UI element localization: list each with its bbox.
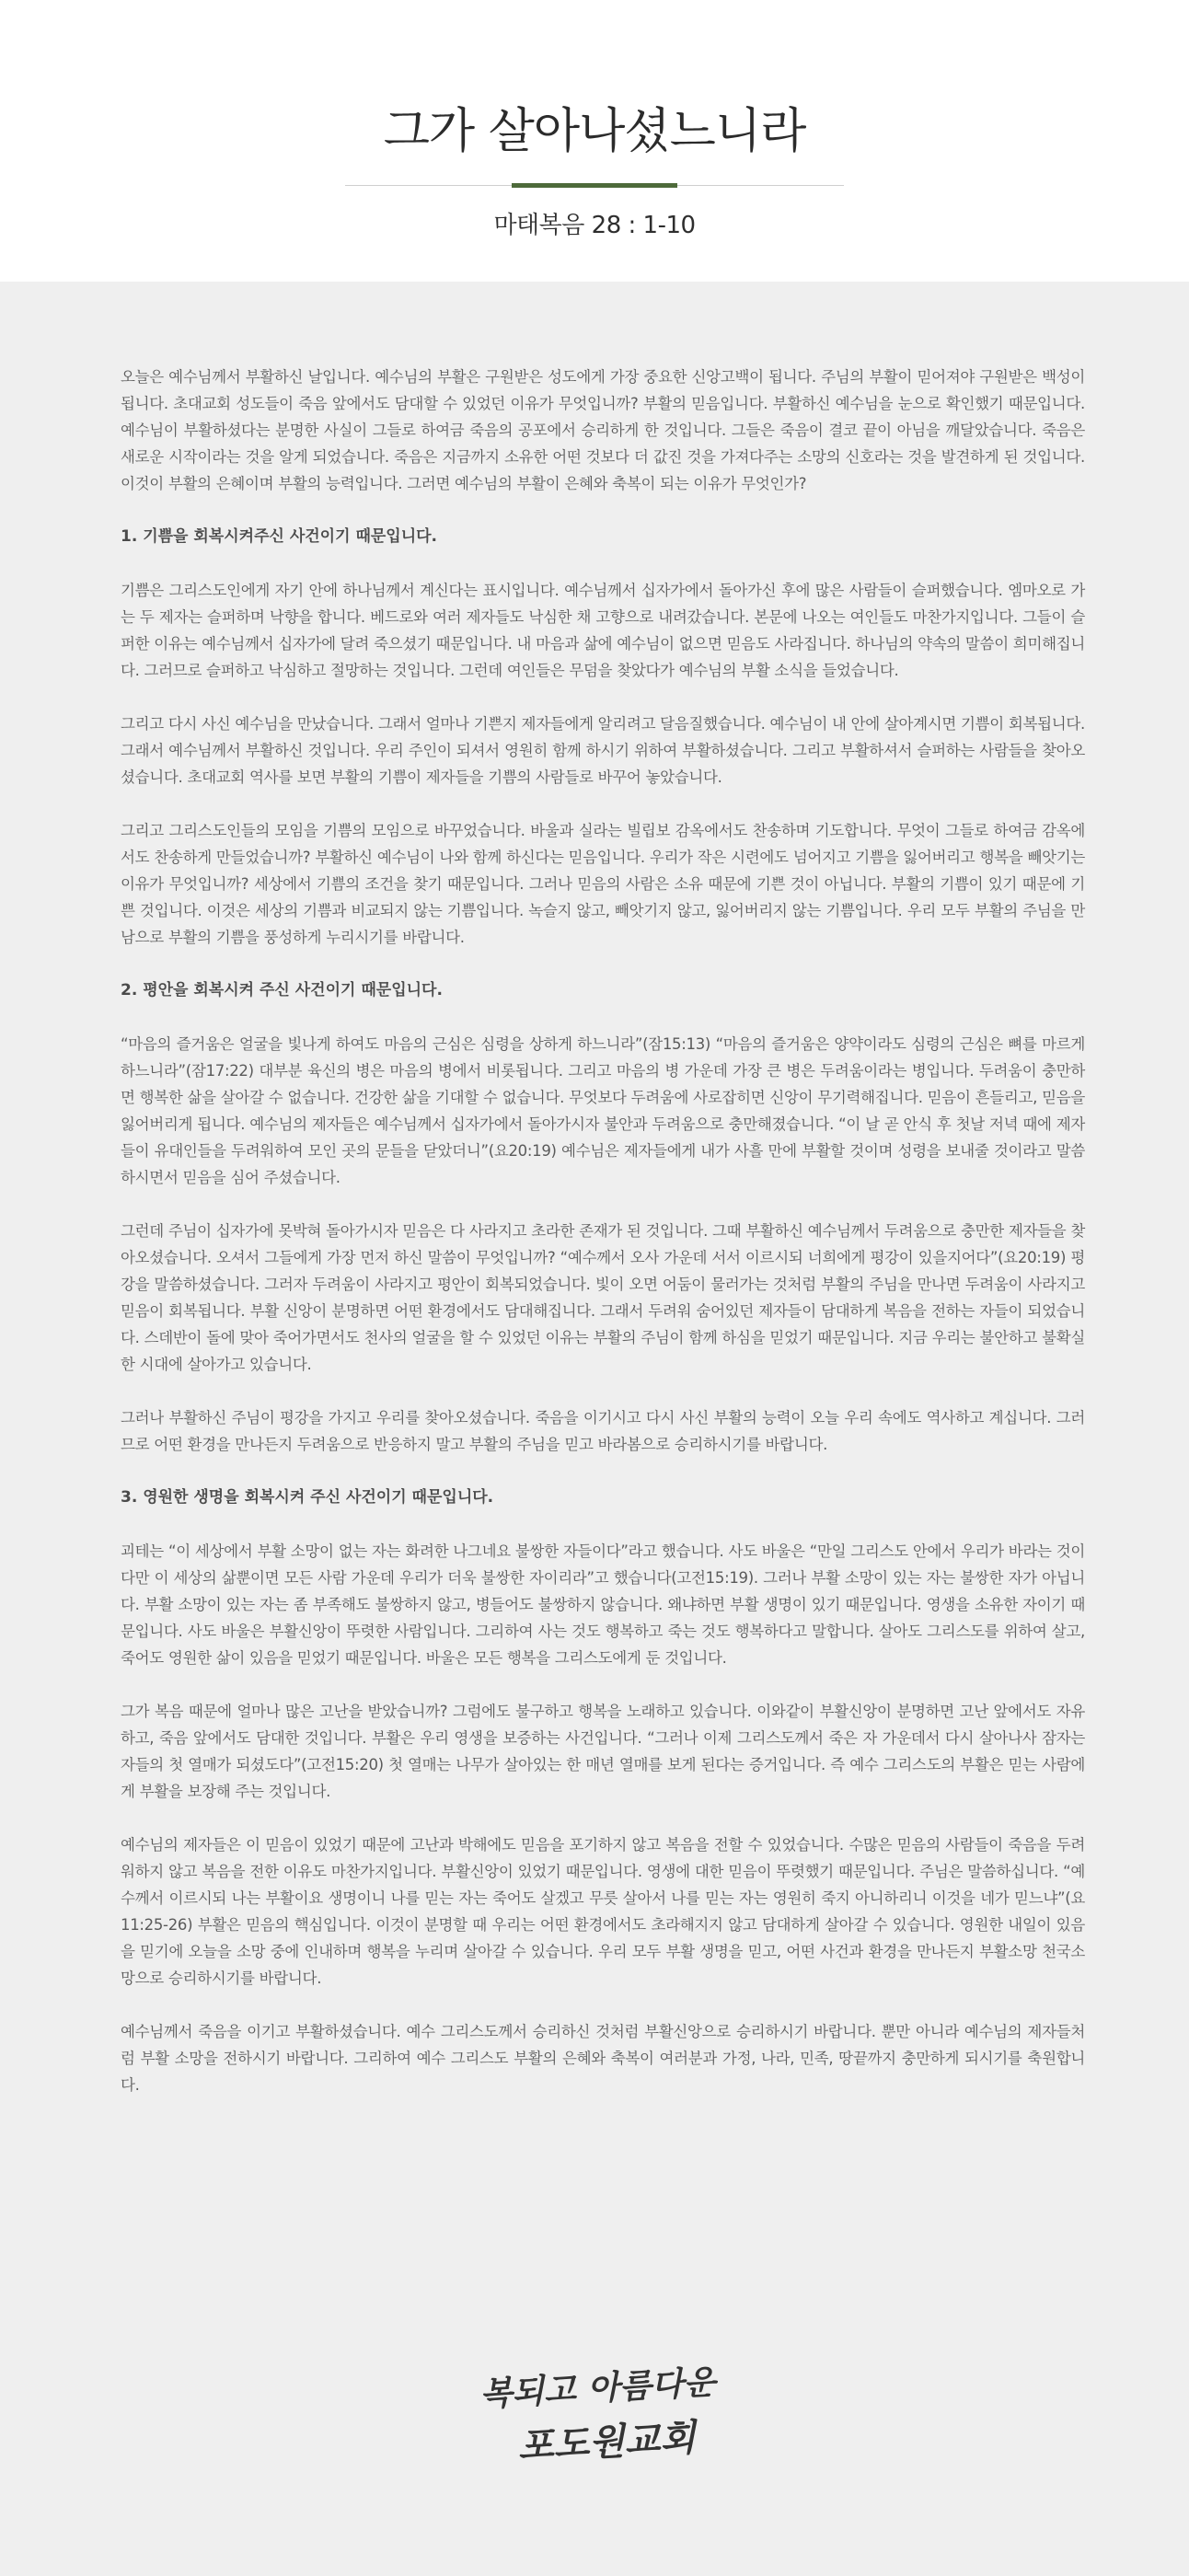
section-3-paragraph-3: 예수님의 제자들은 이 믿음이 있었기 때문에 고난과 박해에도 믿음을 포기하지 않고 복음을 전할 수 있었습니다. 수많은 믿음의 사람들이 죽음을 두려워하지 않고 복음을 전한 이유도 마찬가지입니다. 부활신앙이 있었기 때문입니다. 영생에 대한 믿음이 뚜렷했기 때문입니다. 주님은 말씀하십니다. “예수께서 이르시되 나는 부활이요 생명이니 나를 믿는 자는 죽어도 살겠고 무릇 살아서 나를 믿는 자는 영원히 죽지 아니하리니 이것을 네가 믿느냐”(요11:25-26) 부활은 믿음의 핵심입니다. 이것이 분명할 때 우리는 어떤 환경에서도 초라해지지 않고 담대하게 살아갈 수 있습니다. 영원한 내일이 있음을 믿기에 오늘을 소망 중에 인내하며 행복을 누리며 살아갈 수 있습니다. 우리 모두 부활 생명을 믿고, 어떤 사건과 환경을 만나든지 부활소망 천국소망으로 승리하시기를 바랍니다. <box>121 1836 1085 1987</box>
scripture-reference: 마태복음 28 : 1-10 <box>493 212 696 239</box>
section-3-paragraph-1: 괴테는 “이 세상에서 부활 소망이 없는 자는 화려한 나그네요 불쌍한 자들이다”라고 했습니다. 사도 바울은 “만일 그리스도 안에서 우리가 바라는 것이 다만 이 세상의 삶뿐이면 모든 사람 가운데 우리가 더욱 불쌍한 자이리라”고 했습니다(고전15:19). 그러나 부활 소망이 있는 자는 불쌍한 자가 아닙니다. 부활 소망이 있는 자는 좀 부족해도 불쌍하지 않고, 병들어도 불쌍하지 않습니다. 왜냐하면 부활 생명이 있기 때문입니다. 영생을 소유한 자이기 때문입니다. 사도 바울은 부활신앙이 뚜렷한 사람입니다. 그리하여 사는 것도 행복하고 죽는 것도 행복하다고 말합니다. 살아도 그리스도를 위하여 살고, 죽어도 영원한 삶이 있음을 믿었기 때문입니다. 바울은 모든 행복을 그리스도에게 둔 것입니다. <box>121 1542 1085 1667</box>
section-1-paragraph-1: 기쁨은 그리스도인에게 자기 안에 하나님께서 계신다는 표시입니다. 예수님께서 십자가에서 돌아가신 후에 많은 사람들이 슬퍼했습니다. 엠마오로 가는 두 제자는 슬퍼하며 낙향을 합니다. 베드로와 여러 제자들도 낙심한 채 고향으로 내려갔습니다. 본문에 나오는 여인들도 마찬가지입니다. 그들이 슬퍼한 이유는 예수님께서 십자가에 달려 죽으셨기 때문입니다. 내 마음과 삶에 예수님이 없으면 믿음도 사라집니다. 하나님의 약속의 말씀이 희미해집니다. 그러므로 슬퍼하고 낙심하고 절망하는 것입니다. 그런데 여인들은 무덤을 찾았다가 예수님의 부활 소식을 들었습니다. <box>121 582 1085 679</box>
sermon-body <box>121 364 1085 2125</box>
section-2-heading: 2. 평안을 회복시켜 주신 사건이기 때문입니다. <box>121 981 443 999</box>
logo-line-2: 포도원교회 <box>516 2415 697 2469</box>
section-1-paragraph-3: 그리고 그리스도인들의 모임을 기쁨의 모임으로 바꾸었습니다. 바울과 실라는 빌립보 감옥에서도 찬송하며 기도합니다. 무엇이 그들로 하여금 감옥에서도 찬송하게 만들었습니까? 부활하신 예수님이 나와 함께 하신다는 믿음입니다. 우리가 작은 시련에도 넘어지고 기쁨을 잃어버리고 행복을 빼앗기는 이유가 무엇입니까? 세상에서 기쁨의 조건을 찾기 때문입니다. 그러나 믿음의 사람은 소유 때문에 기쁜 것이 아닙니다. 부활의 기쁨이 있기 때문에 기쁜 것입니다. 이것은 세상의 기쁨과 비교되지 않는 기쁨입니다. 녹슬지 않고, 빼앗기지 않고, 잃어버리지 않는 기쁨입니다. 우리 모두 부활의 주님을 만남으로 부활의 기쁨을 풍성하게 누리시기를 바랍니다. <box>121 822 1085 946</box>
header <box>0 0 1189 282</box>
section-3-paragraph-2: 그가 복음 때문에 얼마나 많은 고난을 받았습니까? 그럼에도 불구하고 행복을 노래하고 있습니다. 이와같이 부활신앙이 분명하면 고난 앞에서도 자유하고, 죽음 앞에서도 담대한 것입니다. 부활은 우리 영생을 보증하는 사건입니다. “그러나 이제 그리스도께서 죽은 자 가운데서 다시 살아나사 잠자는 자들의 첫 열매가 되셨도다”(고전15:20) 첫 열매는 나무가 살아있는 한 매년 열매를 보게 된다는 증거입니다. 즉 예수 그리스도의 부활은 믿는 사람에게 부활을 보장해 주는 것입니다. <box>121 1703 1085 1800</box>
section-1-heading: 1. 기쁨을 회복시켜주신 사건이기 때문입니다. <box>121 527 438 546</box>
section-2-paragraph-3: 그러나 부활하신 주님이 평강을 가지고 우리를 찾아오셨습니다. 죽음을 이기시고 다시 사신 부활의 능력이 오늘 우리 속에도 역사하고 계십니다. 그러므로 어떤 환경을 만나든지 두려움으로 반응하지 말고 부활의 주님을 믿고 바라봄으로 승리하시기를 바랍니다. <box>121 1409 1085 1453</box>
title-divider-accent <box>512 183 677 188</box>
section-3-heading: 3. 영원한 생명을 회복시켜 주신 사건이기 때문입니다. <box>121 1488 494 1507</box>
section-2-paragraph-1: “마음의 즐거움은 얼굴을 빛나게 하여도 마음의 근심은 심령을 상하게 하느니라”(잠15:13) “마음의 즐거움은 양약이라도 심령의 근심은 뼈를 마르게 하느니라”(잠17:22) 대부분 육신의 병은 마음의 병에서 비롯됩니다. 그리고 마음의 병 가운데 가장 큰 병은 두려움이라는 병입니다. 두려움이 충만하면 행복한 삶을 살아갈 수 없습니다. 건강한 삶을 기대할 수 없습니다. 무엇보다 두려움에 사로잡히면 신앙이 무기력해집니다. 믿음이 흔들리고, 믿음을 잃어버리게 됩니다. 예수님의 제자들은 예수님께서 십자가에서 돌아가시자 불안과 두려움으로 충만해졌습니다. “이 날 곧 안식 후 첫날 저녁 때에 제자들이 유대인들을 두려워하여 모인 곳의 문들을 닫았더니”(요20:19) 예수님은 제자들에게 내가 사흘 만에 부활할 것이며 성령을 보내줄 것이라고 말씀하시면서 믿음을 심어 주셨습니다. <box>121 1035 1085 1186</box>
sermon-title: 그가 살아나셨느니라 <box>383 104 806 159</box>
intro-paragraph: 오늘은 예수님께서 부활하신 날입니다. 예수님의 부활은 구원받은 성도에게 가장 중요한 신앙고백이 됩니다. 주님의 부활이 믿어져야 구원받은 백성이 됩니다. 초대교회 성도들이 죽음 앞에서도 담대할 수 있었던 이유가 무엇입니까? 부활의 믿음입니다. 부활하신 예수님을 눈으로 확인했기 때문입니다. 예수님이 부활하셨다는 분명한 사실이 그들로 하여금 죽음의 공포에서 승리하게 한 것입니다. 그들은 죽음이 결코 끝이 아님을 깨달았습니다. 죽음은 새로운 시작이라는 것을 알게 되었습니다. 죽음은 지금까지 소유한 어떤 것보다 더 값진 것을 가져다주는 소망의 신호라는 것을 발견하게 된 것입니다. 이것이 부활의 은혜이며 부활의 능력입니다. 그러면 예수님의 부활이 은혜와 축복이 되는 이유가 무엇인가? <box>121 368 1085 492</box>
section-2-paragraph-2: 그런데 주님이 십자가에 못박혀 돌아가시자 믿음은 다 사라지고 초라한 존재가 된 것입니다. 그때 부활하신 예수님께서 두려움으로 충만한 제자들을 찾아오셨습니다. 오셔서 그들에게 가장 먼저 하신 말씀이 무엇입니까? “예수께서 오사 가운데 서서 이르시되 너희에게 평강이 있을지어다”(요20:19) 평강을 말씀하셨습니다. 그러자 두려움이 사라지고 평안이 회복되었습니다. 빛이 오면 어둠이 물러가는 것처럼 부활의 주님을 만나면 두려움이 사라지고 믿음이 회복됩니다. 부활 신앙이 분명하면 어떤 환경에서도 담대해집니다. 그래서 두려워 숨어있던 제자들이 담대하게 복음을 전하는 자들이 되었습니다. 스데반이 돌에 맞아 죽어가면서도 천사의 얼굴을 할 수 있었던 이유는 부활의 주님이 함께 하심을 믿었기 때문입니다. 지금 우리는 불안하고 불확실한 시대에 살아가고 있습니다. <box>121 1222 1085 1373</box>
logo-line-1: 복되고 아름다운 <box>479 2362 717 2414</box>
church-logo <box>479 2351 718 2489</box>
section-1-paragraph-2: 그리고 다시 사신 예수님을 만났습니다. 그래서 얼마나 기쁜지 제자들에게 알리려고 달음질했습니다. 예수님이 내 안에 살아계시면 기쁨이 회복됩니다. 그래서 예수님께서 부활하신 것입니다. 우리 주인이 되셔서 영원히 함께 하시기 위하여 부활하셨습니다. 그리고 부활하셔서 슬퍼하는 사람들을 찾아오셨습니다. 초대교회 역사를 보면 부활의 기쁨이 제자들을 기쁨의 사람들로 바꾸어 놓았습니다. <box>121 715 1085 786</box>
closing-paragraph: 예수님께서 죽음을 이기고 부활하셨습니다. 예수 그리스도께서 승리하신 것처럼 부활신앙으로 승리하시기 바랍니다. 뿐만 아니라 예수님의 제자들처럼 부활 소망을 전하시기 바랍니다. 그리하여 예수 그리스도 부활의 은혜와 축복이 여러분과 가정, 나라, 민족, 땅끝까지 충만하게 되시기를 축원합니다. <box>121 2023 1085 2094</box>
